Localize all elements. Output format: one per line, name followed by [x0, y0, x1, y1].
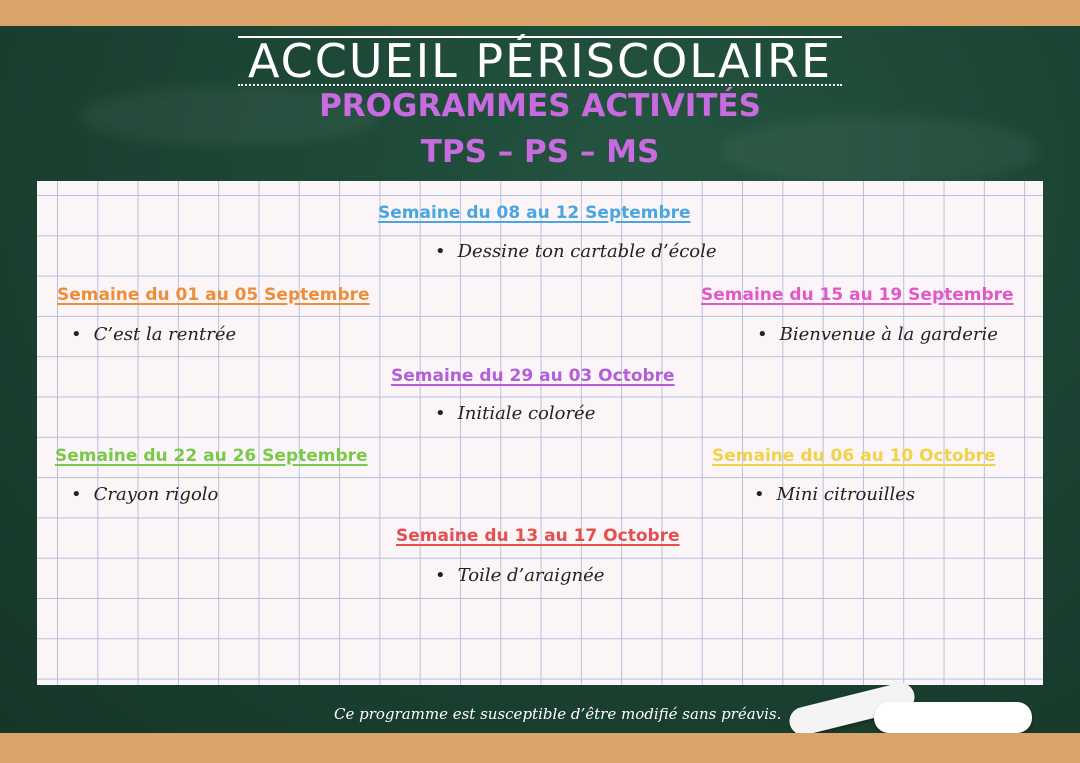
activity-item: • Mini citrouilles — [754, 484, 915, 505]
week-heading: Semaine du 06 au 10 Octobre — [712, 446, 996, 466]
activity-item: • Crayon rigolo — [71, 484, 218, 505]
activity-item: • Dessine ton cartable d’école — [435, 241, 717, 262]
week-heading: Semaine du 13 au 17 Octobre — [396, 526, 680, 546]
activity-item: • Toile d’araignée — [435, 565, 604, 586]
page-title: ACCUEIL PÉRISCOLAIRE — [0, 34, 1080, 88]
week-heading: Semaine du 01 au 05 Septembre — [57, 285, 370, 305]
grid-paper — [37, 181, 1043, 685]
chalk-stick-image — [874, 702, 1032, 733]
week-heading: Semaine du 08 au 12 Septembre — [378, 203, 691, 223]
activity-item: • Initiale colorée — [435, 403, 595, 424]
class-levels: TPS – PS – MS — [420, 134, 660, 170]
week-heading: Semaine du 29 au 03 Octobre — [391, 366, 675, 386]
week-heading: Semaine du 22 au 26 Septembre — [55, 446, 368, 466]
activity-item: • Bienvenue à la garderie — [757, 324, 998, 345]
top-wood-frame — [0, 0, 1080, 26]
activity-item: • C’est la rentrée — [71, 324, 236, 345]
page-subtitle: PROGRAMMES ACTIVITÉS — [319, 88, 761, 124]
week-heading: Semaine du 15 au 19 Septembre — [701, 285, 1014, 305]
bottom-wood-frame — [0, 733, 1080, 763]
footer-note: Ce programme est susceptible d’être modifié sans préavis. — [334, 705, 782, 723]
